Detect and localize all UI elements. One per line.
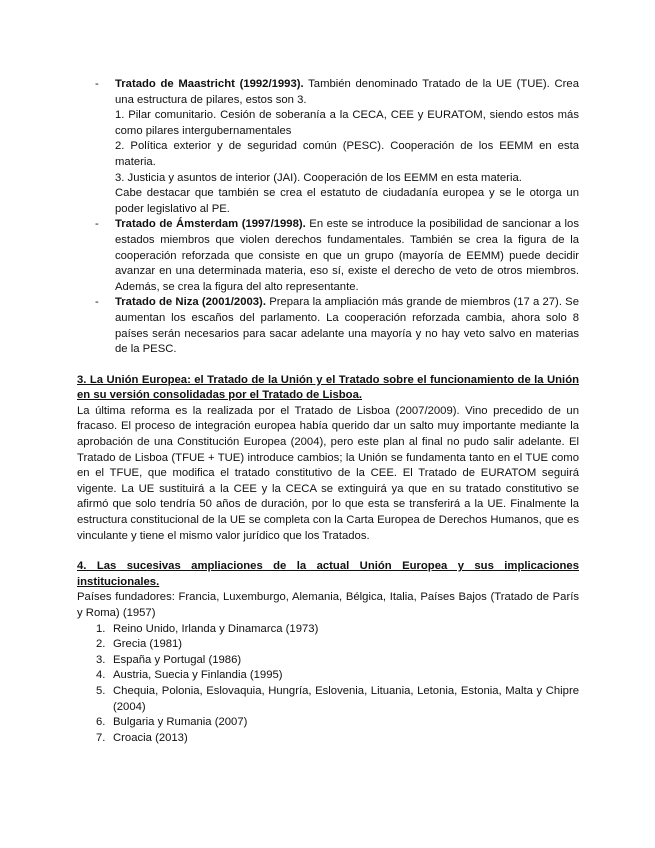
list-item (77, 684, 579, 715)
treaty-title: Tratado de Maastricht (1992/1993). (115, 78, 304, 90)
list-item (77, 668, 579, 684)
list-dash: - (95, 218, 99, 231)
treaty-intro: En este se introduce la posibilidad de sancionar a los estados miembros que violen derechos fundamentales. También se crea la figura de la cooperación reforzada que consiste en que un grupo (mayoría de EEMM) puede decidir avanzar en una determinada materia, eso sí, existe el derecho de veto de otros miembros. Además, se crea la figura del alto representante. (115, 218, 579, 293)
list-dash: - (95, 296, 99, 309)
treaty-line: Cabe destacar que también se crea el estatuto de ciudadanía europea y se le otorga un poder legislativo al PE. (115, 187, 579, 215)
list-number: 2. (96, 638, 106, 651)
list-number: 5. (96, 684, 106, 697)
list-item-text: España y Portugal (1986) (113, 653, 242, 666)
treaty-paragraph (115, 295, 579, 357)
list-item (77, 637, 579, 653)
list-item-text: Bulgaria y Rumania (2007) (113, 716, 248, 729)
list-number: 3. (96, 653, 106, 666)
list-number: 6. (96, 716, 106, 729)
list-number: 4. (96, 669, 106, 682)
treaty-line: 3. Justicia y asuntos de interior (JAI). Cooperación de los EEMM en esta materia. (115, 171, 522, 184)
treaty-line: 1. Pilar comunitario. Cesión de soberanía a la CECA, CEE y EURATOM, siendo estos más como pilares intergubernamentales (115, 109, 579, 137)
treaty-item-niza (77, 295, 579, 357)
list-item (77, 622, 579, 638)
treaty-intro: También denominado Tratado de la UE (TUE). Crea una estructura de pilares, estos son 3. (115, 78, 579, 106)
list-item-text: Chequia, Polonia, Eslovaquia, Hungría, Eslovenia, Lituania, Letonia, Estonia, Malta y Chipre (2004) (113, 684, 579, 713)
treaty-intro: Prepara la ampliación más grande de miembros (17 a 27). Se aumentan los escaños del parlamento. La cooperación reforzada cambia, ahora solo 8 países serán necesarios para sacar adelante una mayoría y no hay veto salvo en materias de la PESC. (115, 296, 580, 356)
treaty-paragraph (115, 217, 579, 295)
document-page (77, 77, 579, 746)
list-item (77, 653, 579, 669)
treaty-paragraph (115, 77, 579, 108)
enlargement-list (77, 622, 579, 747)
treaty-list (77, 77, 579, 358)
list-item (77, 731, 579, 747)
section-4-heading: 4. Las sucesivas ampliaciones de la actual Unión Europea y sus implicaciones institucionales. (77, 560, 579, 588)
treaty-item-amsterdam (77, 217, 579, 295)
treaty-title: Tratado de Ámsterdam (1997/1998). (115, 218, 306, 231)
list-item (77, 715, 579, 731)
list-item-text: Croacia (2013) (113, 731, 188, 744)
list-number: 7. (96, 731, 106, 744)
section-3-body: La última reforma es la realizada por el Tratado de Lisboa (2007/2009). Vino precedido de un fracaso. El proceso de integración europea había querido dar un salto muy importante mediante la aprobación de una Constitución Europea (2004), pero este plan al final no pudo salir adelante. El Tratado de Lisboa (TFUE + TUE) introduce cambios; la Unión se fundamenta tanto en el TUE como en el TFUE, que modifica el tratado constitutivo de la CEE. El Tratado de EURATOM seguirá vigente. La UE sustituirá a la CEE y la CECA se extinguirá ya que en su tratado constitutivo se afirmó que solo tendría 50 años de duración, por lo que esta se transferirá a la UE. Finalmente la estructura constitucional de la UE se completa con la Carta Europea de Derechos Humanos, que es vinculante y tiene el mismo valor jurídico que los Tratados. (77, 404, 579, 542)
list-item-text: Grecia (1981) (113, 638, 183, 651)
list-dash: - (95, 78, 99, 90)
section-3-heading: 3. La Unión Europea: el Tratado de la Unión y el Tratado sobre el funcionamiento de la Unión en su versión consolidadas por el Tratado de Lisboa. (77, 373, 579, 402)
section-gap (77, 544, 579, 559)
list-item-text: Austria, Suecia y Finlandia (1995) (113, 669, 283, 682)
section-gap (77, 358, 579, 373)
list-item-text: Reino Unido, Irlanda y Dinamarca (1973) (113, 622, 319, 635)
treaty-line: 2. Política exterior y de seguridad común (PESC). Cooperación de los EEMM en esta materia. (115, 140, 579, 168)
treaty-title: Tratado de Niza (2001/2003). (115, 296, 266, 309)
founders-paragraph: Países fundadores: Francia, Luxemburgo, Alemania, Bélgica, Italia, Países Bajos (Tratado de París y Roma) (1957) (77, 591, 579, 619)
list-number: 1. (96, 622, 106, 635)
treaty-item-maastricht (77, 77, 579, 217)
